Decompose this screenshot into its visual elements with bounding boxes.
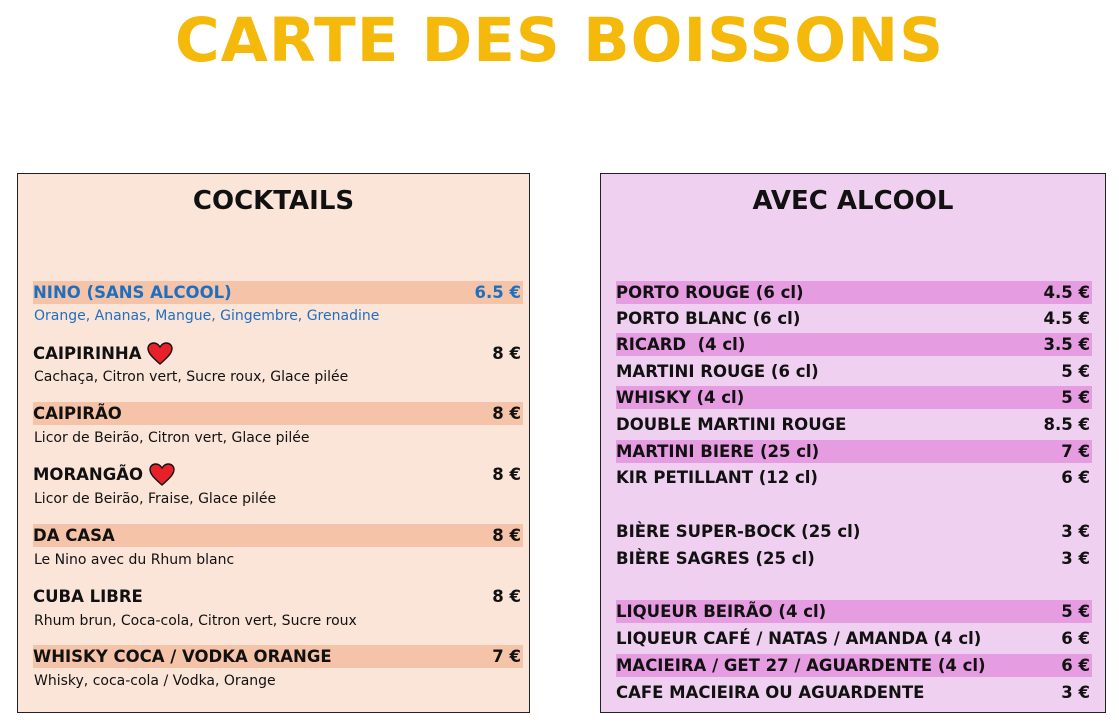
item-description: Licor de Beirão, Citron vert, Glace pilée [34,430,310,446]
item-name: CUBA LIBRE [33,587,143,606]
item-name: PORTO BLANC (6 cl) [616,309,801,328]
item-name: CAIPIRINHA [33,344,142,363]
item-price: 5 € [1061,602,1090,621]
item-name: CAIPIRÃO [33,404,122,423]
menu-item [616,654,1092,677]
item-name: MACIEIRA / GET 27 / AGUARDENTE (4 cl) [616,656,986,675]
item-price: 8 € [492,587,521,606]
item-price: 3.5 € [1043,335,1090,354]
item-name: PORTO ROUGE (6 cl) [616,283,804,302]
item-name: CAFE MACIEIRA OU AGUARDENTE [616,683,925,702]
item-description: Le Nino avec du Rhum blanc [34,552,235,568]
item-price: 6.5 € [474,283,521,302]
item-price: 7 € [492,647,521,666]
item-price: 8 € [492,344,521,363]
item-price: 8 € [492,526,521,545]
item-description: Rhum brun, Coca-cola, Citron vert, Sucre roux [34,613,357,629]
item-price: 5 € [1061,388,1090,407]
item-name: MORANGÃO [33,465,144,484]
menu-item [616,627,1092,650]
menu-item [33,645,523,668]
menu-item [33,281,523,304]
item-name: DA CASA [33,526,115,545]
item-price: 3 € [1061,522,1090,541]
item-price: 6 € [1061,468,1090,487]
item-description: Whisky, coca-cola / Vodka, Orange [34,673,276,689]
item-name: MARTINI BIERE (25 cl) [616,442,820,461]
item-name: BIÈRE SAGRES (25 cl) [616,549,815,568]
item-description: Licor de Beirão, Fraise, Glace pilée [34,491,277,507]
item-name: RICARD (4 cl) [616,335,746,354]
item-price: 8 € [492,404,521,423]
item-name: MARTINI ROUGE (6 cl) [616,362,819,381]
menu-item [616,547,1092,570]
item-price: 3 € [1061,549,1090,568]
item-name: WHISKY COCA / VODKA ORANGE [33,647,332,666]
item-name: WHISKY (4 cl) [616,388,745,407]
item-name: BIÈRE SUPER-BOCK (25 cl) [616,522,861,541]
menu-item [33,402,523,425]
item-description: Orange, Ananas, Mangue, Gingembre, Grenadine [34,308,380,324]
item-name: DOUBLE MARTINI ROUGE [616,415,847,434]
menu-item [616,386,1092,409]
menu-item [616,681,1092,704]
item-price: 7 € [1061,442,1090,461]
item-name: LIQUEUR CAFÉ / NATAS / AMANDA (4 cl) [616,629,982,648]
menu-item [616,600,1092,623]
item-price: 8 € [492,465,521,484]
menu-item [616,413,1092,436]
item-price: 3 € [1061,683,1090,702]
menu-item [616,307,1092,330]
item-price: 4.5 € [1043,309,1090,328]
item-price: 6 € [1061,629,1090,648]
menu-item [616,466,1092,489]
cocktails-panel [17,173,530,713]
alcool-heading: AVEC ALCOOL [752,186,954,216]
menu-item [33,463,523,486]
menu-item [33,524,523,547]
menu-item [616,281,1092,304]
item-name: LIQUEUR BEIRÃO (4 cl) [616,602,827,621]
item-description: Cachaça, Citron vert, Sucre roux, Glace pilée [34,369,349,385]
menu-item [616,440,1092,463]
menu-item [616,360,1092,383]
menu-item [33,342,523,365]
item-name: NINO (SANS ALCOOL) [33,283,232,302]
item-name: KIR PETILLANT (12 cl) [616,468,818,487]
item-price: 6 € [1061,656,1090,675]
heart-icon [147,342,173,366]
alcool-panel [600,173,1106,713]
item-price: 8.5 € [1043,415,1090,434]
menu-item [616,333,1092,356]
heart-icon [149,463,175,487]
cocktails-heading: COCKTAILS [192,186,355,216]
menu-item [616,520,1092,543]
menu-item [33,585,523,608]
item-price: 4.5 € [1043,283,1090,302]
page-title: CARTE DES BOISSONS [174,5,945,76]
item-price: 5 € [1061,362,1090,381]
